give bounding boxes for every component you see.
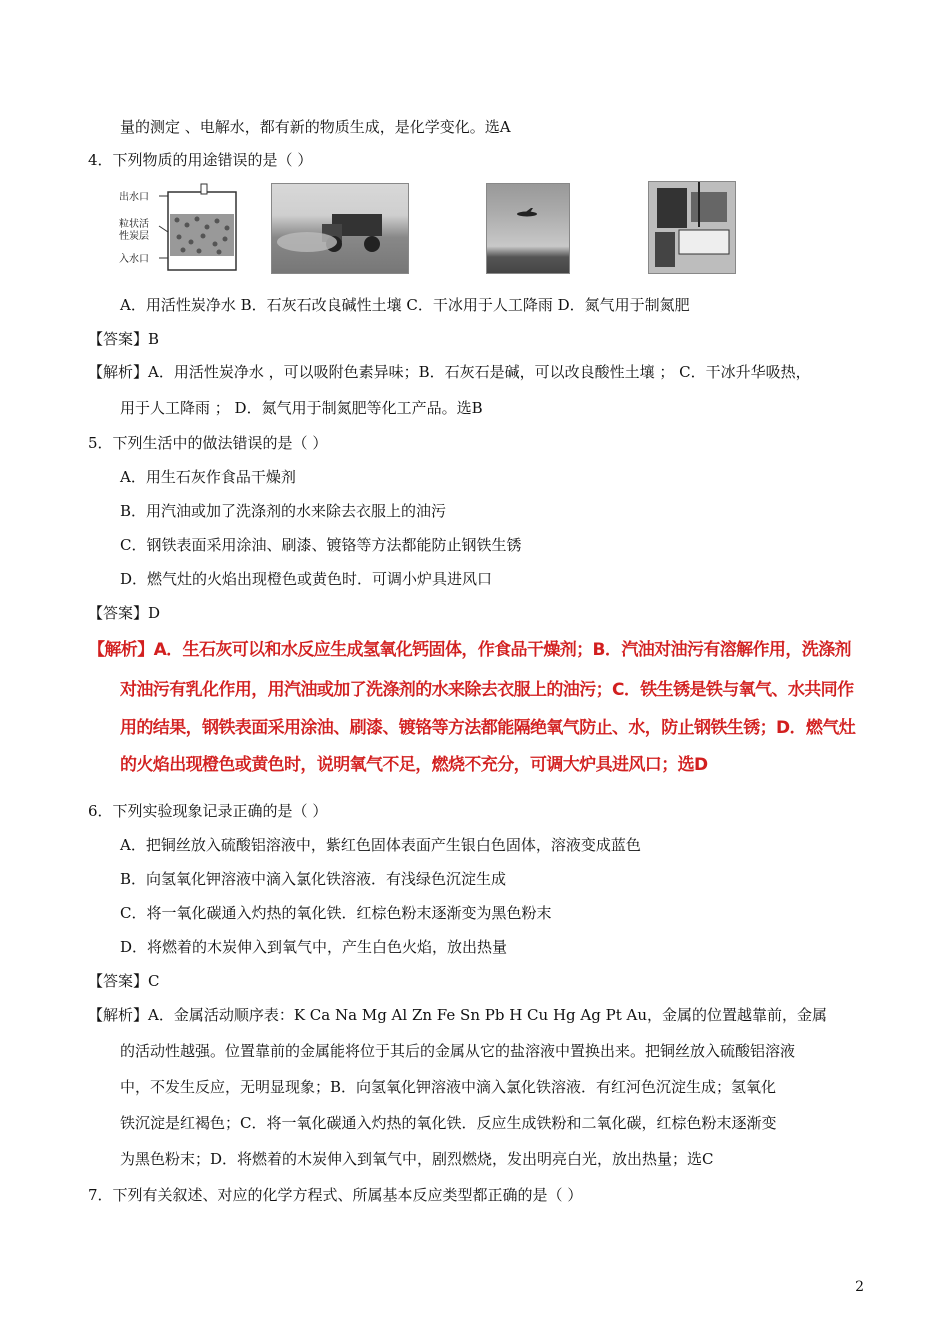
analysis-5-line-2: 对油污有乳化作用，用汽油或加了洗涤剂的水来除去衣服上的油污；C．铁生锈是铁与氧气、水共同作: [120, 680, 854, 700]
option-6c: C．将一氧化碳通入灼热的氧化铁．红棕色粉末逐渐变为黑色粉末: [120, 904, 552, 922]
option-6d: D．将燃着的木炭伸入到氧气中，产生白色火焰，放出热量: [120, 938, 508, 956]
analysis-6-line-1: 【解析】A．金属活动顺序表：K Ca Na Mg Al Zn Fe Sn Pb H Cu Hg Ag Pt Au，金属的位置越靠前，金属: [88, 1006, 828, 1024]
analysis-5-line-3: 用的结果，钢铁表面采用涂油、刷漆、镀铬等方法都能隔绝氧气防止、水，防止钢铁生锈；D．燃气灶: [120, 718, 856, 738]
option-5b: B．用汽油或加了洗涤剂的水来除去衣服上的油污: [120, 502, 447, 520]
factory-photo: [649, 182, 735, 273]
answer-6: 【答案】C: [88, 972, 160, 990]
farm-machine-photo: [272, 184, 408, 273]
question-4-options: A．用活性炭净水 B．石灰石改良碱性土壤 C．干冰用于人工降雨 D．氮气用于制氮肥: [120, 296, 690, 314]
figure-label-inlet: 入水口: [119, 254, 149, 265]
figure-factory: [648, 181, 736, 274]
analysis-5-line-4: 的火焰出现橙色或黄色时，说明氧气不足，燃烧不充分，可调大炉具进风口；选D: [120, 755, 708, 775]
question-4: 4．下列物质的用途错误的是（ ）: [88, 151, 313, 169]
figure-carbon-filter: [119, 182, 239, 272]
figure-farm-machine: [271, 183, 409, 274]
answer-5: 【答案】D: [88, 604, 161, 622]
analysis-5-line-1: 【解析】A．生石灰可以和水反应生成氢氧化钙固体，作食品干燥剂；B．汽油对油污有溶解作用，洗涤剂: [88, 640, 851, 660]
figure-airplane-sky: [486, 183, 570, 274]
analysis-6-line-5: 为黑色粉末；D．将燃着的木炭伸入到氧气中，剧烈燃烧，发出明亮白光，放出热量；选C: [120, 1150, 714, 1168]
option-5d: D．燃气灶的火焰出现橙色或黄色时．可调小炉具进风口: [120, 570, 493, 588]
option-6a: A．把铜丝放入硫酸铝溶液中，紫红色固体表面产生银白色固体，溶液变成蓝色: [120, 836, 641, 854]
text-line: 量的测定 、电解水，都有新的物质生成，是化学变化。选A: [120, 118, 511, 136]
figure-label-outlet: 出水口: [119, 192, 149, 203]
analysis-6-line-3: 中，不发生反应，无明显现象；B．向氢氧化钾溶液中滴入氯化铁溶液．有红河色沉淀生成；氢氧化: [120, 1078, 777, 1096]
option-6b: B．向氢氧化钾溶液中滴入氯化铁溶液．有浅绿色沉淀生成: [120, 870, 507, 888]
analysis-4-line-2: 用于人工降雨 ； D．氮气用于制氮肥等化工产品。选B: [120, 399, 483, 417]
question-6: 6．下列实验现象记录正确的是（ ）: [88, 802, 328, 820]
analysis-4-line-1: 【解析】A．用活性炭净水 ，可以吸附色素异味；B．石灰石是碱，可以改良酸性土壤 ； C．干冰升华吸热，: [88, 363, 811, 381]
airplane-photo: [487, 184, 569, 273]
figure-label-carbon2: 性炭层: [119, 231, 149, 242]
figure-label-carbon1: 粒状活: [119, 219, 149, 230]
page-number: 2: [855, 1279, 864, 1295]
analysis-6-line-2: 的活动性越强。位置靠前的金属能将位于其后的金属从它的盐溶液中置换出来。把铜丝放入硫酸铝溶液: [120, 1042, 796, 1060]
answer-4: 【答案】B: [88, 330, 160, 348]
analysis-6-line-4: 铁沉淀是红褐色；C．将一氧化碳通入灼热的氧化铁．反应生成铁粉和二氧化碳，红棕色粉末逐渐变: [120, 1114, 777, 1132]
option-5a: A．用生石灰作食品干燥剂: [120, 468, 296, 486]
question-7: 7．下列有关叙述、对应的化学方程式、所属基本反应类型都正确的是（ ）: [88, 1186, 583, 1204]
question-5: 5．下列生活中的做法错误的是（ ）: [88, 434, 328, 452]
option-5c: C．钢铁表面采用涂油、刷漆、镀铬等方法都能防止钢铁生锈: [120, 536, 522, 554]
